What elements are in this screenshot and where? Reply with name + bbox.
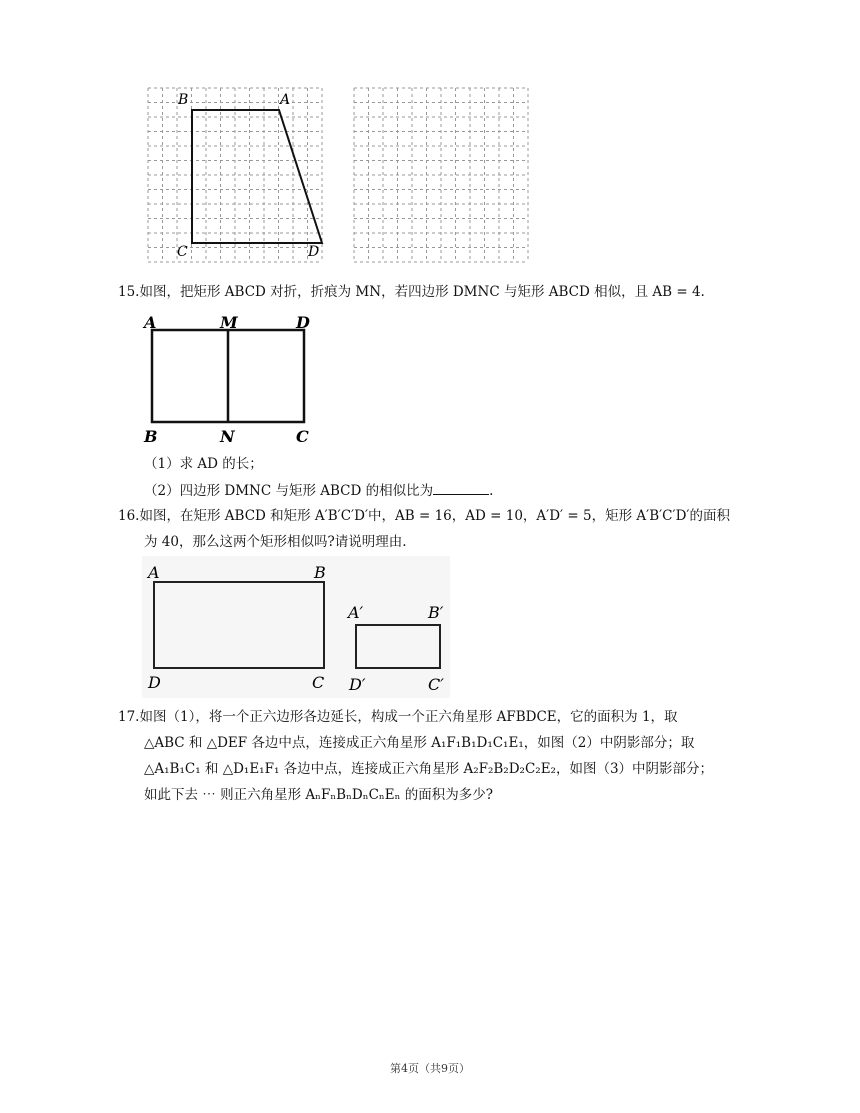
label-c: C (177, 244, 188, 260)
rectangles-figure-16 (142, 556, 450, 698)
q17-line4: 如此下去 ⋯ 则正六角星形 AₙFₙBₙDₙCₙEₙ 的面积为多少? (144, 787, 493, 803)
label-b: B (178, 92, 189, 108)
q17-text-1: 如图（1），将一个正六边形各边延长，构成一个正六角星形 AFBDCE，它的面积为 1，取 (139, 709, 678, 725)
trapezoid-abcd (192, 110, 322, 243)
q17-line1 (118, 708, 678, 726)
q16-line2: 为 40，那么这两个矩形相似吗?请说明理由. (144, 534, 407, 550)
q15-part1: （1）求 AD 的长； (144, 456, 263, 472)
q15-stem (118, 283, 705, 301)
label-d: D (148, 673, 161, 692)
label-a: A (148, 563, 160, 582)
label-b: B (314, 563, 326, 582)
figure-background (142, 556, 450, 698)
label-a: A (280, 92, 291, 108)
q15-part2-text: （2）四边形 DMNC 与矩形 ABCD 的相似比为 (144, 483, 434, 499)
label-d: D (308, 244, 320, 260)
q15-part2-end: . (489, 483, 494, 499)
q17-line3: △A₁B₁C₁ 和 △D₁E₁F₁ 各边中点，连接成正六角星形 A₂F₂B₂D₂C₂E₂，如图（3）中阴影部分； (144, 761, 714, 777)
q16-text-1: 如图，在矩形 ABCD 和矩形 A′B′C′D′中，AB = 16，AD = 10，A′D′ = 5，矩形 A′B′C′D′的面积 (139, 508, 730, 524)
left-grid (148, 88, 322, 262)
grid-figure-14 (140, 84, 540, 272)
rectangle-figure-15 (140, 310, 320, 446)
q15-text: 如图，把矩形 ABCD 对折，折痕为 MN，若四边形 DMNC 与矩形 ABCD 相似，且 AB = 4. (139, 284, 705, 300)
q16-line1 (118, 507, 730, 525)
label-b-prime: B′ (428, 603, 444, 622)
q15-number: 15. (118, 284, 140, 300)
label-n: N (220, 427, 235, 446)
label-c: C (296, 427, 309, 446)
q17-number: 17. (118, 709, 140, 725)
label-d: D (296, 313, 310, 332)
label-c-prime: C′ (428, 675, 444, 694)
q15-part2 (144, 481, 493, 500)
label-d-prime: D′ (349, 675, 366, 694)
answer-blank (433, 481, 489, 495)
label-b: B (144, 427, 158, 446)
label-a-prime: A′ (348, 603, 364, 622)
label-a: A (144, 313, 157, 332)
right-grid (354, 88, 528, 262)
q17-line2: △ABC 和 △DEF 各边中点，连接成正六角星形 A₁F₁B₁D₁C₁E₁，如图（2）中阴影部分；取 (144, 735, 695, 751)
label-c: C (312, 673, 325, 692)
label-m: M (220, 313, 238, 332)
page-footer: 第4页（共9页） (390, 1062, 470, 1075)
q16-number: 16. (118, 508, 140, 524)
